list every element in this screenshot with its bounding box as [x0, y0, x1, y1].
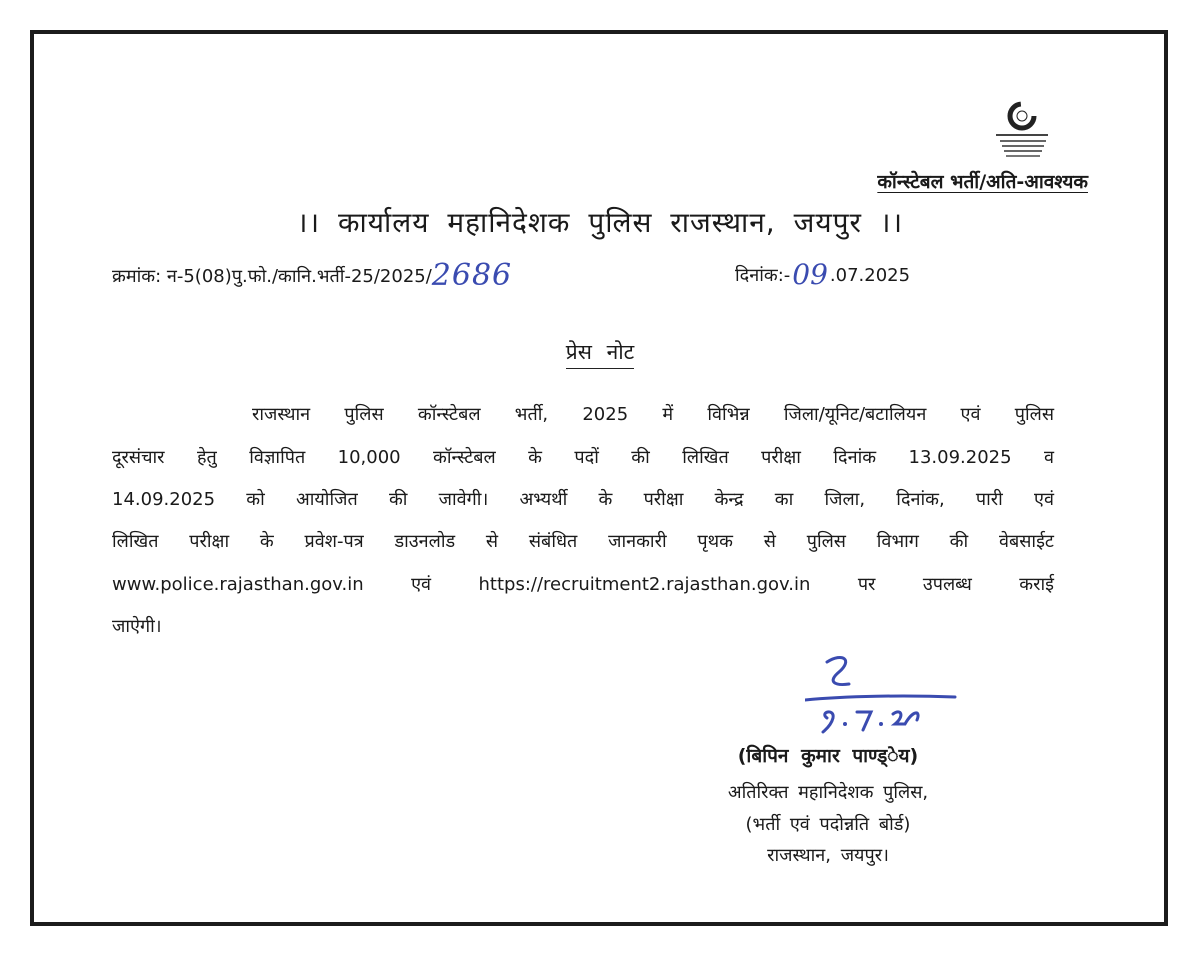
- date-rest: .07.2025: [829, 265, 911, 286]
- press-note-heading: [0, 338, 1200, 366]
- date-line: [735, 258, 910, 291]
- reference-number: 2686: [431, 258, 513, 293]
- signatory-location: राजस्थान, जयपुर।: [767, 845, 889, 866]
- notice-category: कॉन्स्टेबल भर्ती/अति-आवश्यक: [877, 171, 1088, 193]
- date-label: दिनांक:-: [735, 265, 791, 286]
- body-line-5: www.police.rajasthan.gov.in एवं https://recruitment2.rajasthan.gov.in पर उपलब्ध कराई: [112, 574, 1054, 595]
- office-title: ।। कार्यालय महानिदेशक पुलिस राजस्थान, जयपुर ।।: [296, 206, 904, 239]
- press-note-heading-text: प्रेस नोट: [566, 340, 635, 369]
- body-line-4: लिखित परीक्षा के प्रवेश-पत्र डाउनलोड से संबंधित जानकारी पृथक से पुलिस विभाग की वेबसाईट: [112, 531, 1054, 552]
- signatory-name: (बिपिन कुमार पाण्ड्ेय): [737, 745, 919, 767]
- signatory-designation: अतिरिक्त महानिदेशक पुलिस,: [727, 782, 929, 803]
- signatory-board: (भर्ती एवं पदोन्नति बोर्ड): [745, 814, 911, 835]
- reference-line: [112, 258, 512, 293]
- date-day: 09: [792, 258, 828, 291]
- body-line-1: राजस्थान पुलिस कॉन्स्टेबल भर्ती, 2025 में विभिन्न जिला/यूनिट/बटालियन एवं पुलिस: [252, 404, 1054, 425]
- body-line-2: दूरसंचार हेतु विज्ञापित 10,000 कॉन्स्टेबल के पदों की लिखित परीक्षा दिनांक 13.09.2025 व: [112, 447, 1054, 468]
- reference-label: क्रमांक: न-5(08)पु.फो./कानि.भर्ती-25/2025/: [112, 266, 432, 287]
- body-line-6: जाऐगी।: [112, 616, 162, 637]
- department-emblem-icon: [988, 100, 1052, 166]
- handwritten-signature: [805, 650, 965, 735]
- body-line-3: 14.09.2025 को आयोजित की जावेगी। अभ्यर्थी के परीक्षा केन्द्र का जिला, दिनांक, पारी एवं: [112, 489, 1054, 510]
